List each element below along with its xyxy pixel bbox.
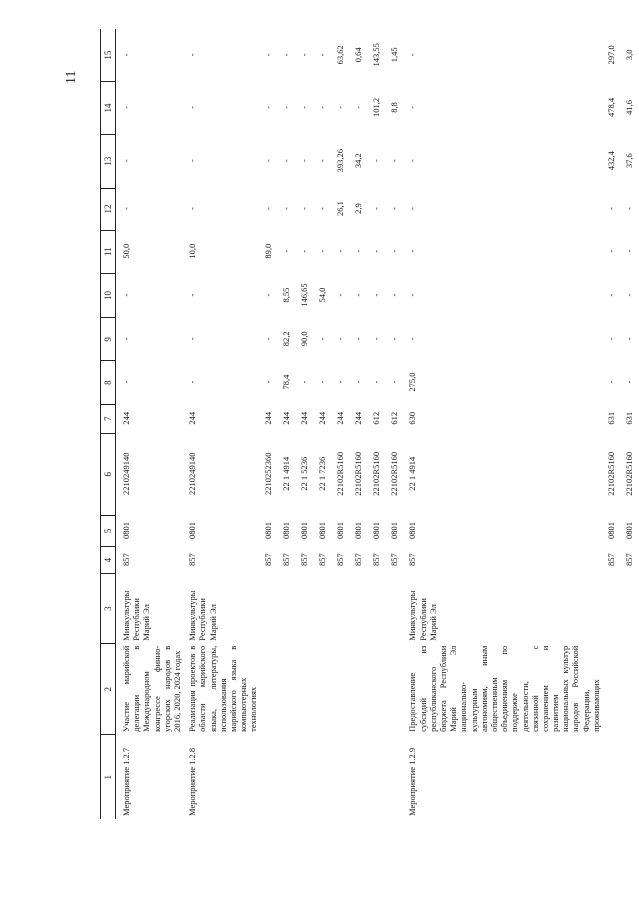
value-2016-cell: - — [335, 293, 346, 297]
rzpr-cell: 0801 — [121, 521, 131, 539]
value-2016-cell: - — [389, 293, 400, 297]
value-2014-cell: - — [335, 380, 346, 384]
table-row — [116, 29, 183, 819]
value-2019-cell: - — [371, 159, 382, 163]
value-2014-cell: - — [187, 380, 198, 384]
value-2017-cell: - — [335, 249, 346, 253]
column-header: 9 — [101, 318, 116, 361]
value-2014-cell: - — [624, 380, 634, 384]
value-2018-cell: - — [606, 207, 616, 210]
value-2014-cell: - — [371, 380, 382, 384]
value-2014-cell: 78,4 — [281, 374, 292, 390]
value-2016-cell: - — [624, 293, 634, 297]
value-2016-cell: - — [263, 293, 274, 297]
table-body — [116, 29, 638, 819]
vr-cell: 244 — [299, 411, 310, 425]
table-row — [294, 29, 312, 819]
value-2014-cell: - — [263, 380, 274, 384]
value-2018-cell: 26,1 — [335, 201, 346, 216]
column-header: 11 — [101, 230, 116, 273]
table-row — [276, 29, 294, 819]
event-name-cell — [294, 735, 312, 819]
value-2021-cell: 143,55 — [371, 43, 382, 67]
value-2021-cell: - — [263, 53, 274, 57]
event-name-cell: Мероприятие 1.2.7 — [121, 747, 131, 816]
description-cell — [619, 644, 637, 735]
value-2017-cell: - — [281, 249, 292, 253]
rzpr-cell: 0801 — [389, 521, 400, 539]
value-2018-cell: - — [407, 207, 418, 210]
value-2021-cell: 1,45 — [389, 47, 400, 63]
event-name-cell — [619, 735, 637, 819]
event-name-cell — [276, 735, 294, 819]
table-row — [402, 29, 601, 819]
executor-cell — [384, 574, 402, 644]
description-cell — [384, 644, 402, 735]
grbs-cell: 857 — [606, 553, 616, 567]
column-header: 2 — [101, 644, 116, 735]
rzpr-cell: 0801 — [299, 521, 310, 539]
value-2018-cell: - — [121, 207, 131, 210]
event-name-cell — [330, 735, 348, 819]
vr-cell: 244 — [281, 411, 292, 425]
value-2018-cell: - — [299, 207, 310, 210]
value-2021-cell: 3,0 — [624, 49, 634, 61]
rzpr-cell: 0801 — [371, 521, 382, 539]
value-2020-cell: - — [187, 106, 198, 109]
table-row — [312, 29, 330, 819]
executor-cell: Минкультуры Республики Марий Эл — [187, 590, 218, 641]
value-2020-cell: - — [317, 106, 328, 109]
value-2014-cell: - — [353, 380, 364, 384]
vr-cell: 244 — [353, 411, 364, 425]
table-row — [258, 29, 276, 819]
value-2015-cell: 82,2 — [281, 331, 292, 347]
rzpr-cell: 0801 — [335, 521, 346, 539]
grbs-cell: 857 — [407, 553, 418, 567]
table-row — [619, 29, 637, 819]
value-2019-cell: - — [317, 159, 328, 163]
value-2020-cell: - — [263, 106, 274, 109]
vr-cell: 612 — [389, 411, 400, 425]
value-2018-cell: - — [317, 207, 328, 210]
executor-cell — [348, 574, 366, 644]
value-2016-cell: - — [407, 293, 418, 297]
value-2018-cell: - — [187, 207, 198, 210]
event-name-cell: Мероприятие 1.2.8 — [187, 747, 198, 816]
value-2020-cell: 8,8 — [389, 102, 400, 113]
csr-cell: 22102R5160 — [606, 451, 616, 496]
value-2020-cell: - — [121, 106, 131, 109]
column-header: 1 — [101, 735, 116, 819]
description-cell — [312, 644, 330, 735]
description-cell: Реализация проектов в области марийского языка, литературы, использования марийского языка в компьютерных технологиях — [187, 645, 259, 732]
value-2020-cell: 101,2 — [371, 97, 382, 118]
grbs-cell: 857 — [263, 553, 274, 567]
csr-cell: 22 1 5236 — [299, 456, 310, 491]
value-2019-cell: 34,2 — [353, 153, 364, 169]
vr-cell: 631 — [606, 411, 616, 425]
table-row — [366, 29, 384, 819]
event-name-cell — [384, 735, 402, 819]
value-2020-cell: - — [353, 106, 364, 109]
event-name-cell — [258, 735, 276, 819]
value-2018-cell: 2,9 — [353, 203, 364, 214]
column-header: 5 — [101, 515, 116, 547]
value-2017-cell: 89,0 — [263, 243, 274, 259]
executor-cell — [330, 574, 348, 644]
executor-cell: Минкультуры Республики Марий Эл — [407, 590, 438, 641]
csr-cell: 2210249140 — [121, 452, 131, 496]
grbs-cell: 857 — [317, 553, 328, 567]
executor-cell — [366, 574, 384, 644]
value-2018-cell: - — [389, 207, 400, 210]
rzpr-cell: 0801 — [407, 521, 418, 539]
column-header: 7 — [101, 404, 116, 433]
description-cell — [366, 644, 384, 735]
value-2014-cell: - — [317, 380, 328, 384]
grbs-cell: 857 — [389, 553, 400, 567]
event-name-cell — [366, 735, 384, 819]
value-2016-cell: 146,65 — [299, 283, 310, 307]
vr-cell: 612 — [371, 411, 382, 425]
executor-cell — [276, 574, 294, 644]
value-2015-cell: - — [353, 337, 364, 341]
value-2021-cell: - — [121, 53, 131, 57]
value-2019-cell: 37,6 — [624, 153, 634, 169]
value-2020-cell: - — [407, 106, 418, 109]
description-cell — [276, 644, 294, 735]
description-cell — [294, 644, 312, 735]
description-cell: Участие марийской делегации в Международном конгрессе финно-угорских народов в 2016, 2020, 2024 годах — [121, 645, 182, 732]
program-table — [100, 29, 637, 819]
csr-cell: 22 1 4914 — [281, 456, 292, 491]
value-2017-cell: - — [371, 249, 382, 253]
value-2015-cell: - — [624, 337, 634, 341]
event-name-cell — [601, 735, 619, 819]
rzpr-cell: 0801 — [281, 521, 292, 539]
csr-cell: 22102R5160 — [353, 451, 364, 496]
executor-cell — [619, 574, 637, 644]
executor-cell — [294, 574, 312, 644]
value-2017-cell: - — [606, 249, 616, 253]
page-number: 11 — [64, 70, 79, 84]
description-cell — [330, 644, 348, 735]
column-header: 13 — [101, 134, 116, 188]
table-row — [384, 29, 402, 819]
value-2018-cell: - — [624, 207, 634, 210]
value-2016-cell: - — [371, 293, 382, 297]
value-2020-cell: 478,4 — [606, 97, 616, 118]
executor-cell — [601, 574, 619, 644]
value-2014-cell: - — [299, 380, 310, 384]
table-row — [348, 29, 366, 819]
value-2015-cell: - — [407, 337, 418, 341]
value-2018-cell: - — [281, 207, 292, 210]
rzpr-cell: 0801 — [317, 521, 328, 539]
grbs-cell: 857 — [281, 553, 292, 567]
executor-cell — [312, 574, 330, 644]
value-2021-cell: 63,62 — [335, 45, 346, 65]
rzpr-cell: 0801 — [187, 521, 198, 539]
vr-cell: 244 — [121, 411, 131, 425]
value-2021-cell: - — [187, 53, 198, 57]
value-2021-cell: - — [407, 53, 418, 57]
event-name-cell — [348, 735, 366, 819]
vr-cell: 244 — [335, 411, 346, 425]
table-row — [182, 29, 258, 819]
value-2014-cell: - — [606, 380, 616, 384]
csr-cell: 22102R5160 — [371, 451, 382, 496]
value-2019-cell: 432,4 — [606, 151, 616, 171]
event-name-cell — [312, 735, 330, 819]
value-2014-cell: 275,0 — [407, 372, 418, 392]
table-row — [601, 29, 619, 819]
value-2017-cell: - — [353, 249, 364, 253]
value-2019-cell: - — [187, 159, 198, 163]
column-number-row — [101, 29, 116, 819]
value-2019-cell: - — [389, 159, 400, 163]
csr-cell: 22 1 4914 — [407, 456, 418, 491]
value-2015-cell: - — [263, 337, 274, 341]
value-2016-cell: - — [187, 293, 198, 297]
column-header: 12 — [101, 188, 116, 230]
value-2017-cell: - — [317, 249, 328, 253]
column-header: 3 — [101, 574, 116, 644]
value-2017-cell: - — [389, 249, 400, 253]
value-2018-cell: - — [263, 207, 274, 210]
value-2021-cell: - — [281, 53, 292, 57]
value-2019-cell: - — [299, 159, 310, 163]
value-2016-cell: 8,55 — [281, 287, 292, 303]
value-2016-cell: - — [121, 293, 131, 297]
column-header: 14 — [101, 82, 116, 135]
value-2014-cell: - — [389, 380, 400, 384]
value-2017-cell: - — [624, 249, 634, 253]
value-2015-cell: - — [389, 337, 400, 341]
vr-cell: 630 — [407, 411, 418, 425]
value-2015-cell: - — [317, 337, 328, 341]
vr-cell: 244 — [263, 411, 274, 425]
executor-cell: Минкультуры Республики Марий Эл — [121, 590, 152, 641]
value-2021-cell: - — [317, 53, 328, 57]
executor-cell — [258, 574, 276, 644]
value-2015-cell: - — [335, 337, 346, 341]
description-cell — [348, 644, 366, 735]
value-2018-cell: - — [371, 207, 382, 210]
value-2016-cell: - — [353, 293, 364, 297]
value-2014-cell: - — [121, 380, 131, 384]
rzpr-cell: 0801 — [606, 521, 616, 539]
description-cell — [258, 644, 276, 735]
value-2020-cell: - — [281, 106, 292, 109]
vr-cell: 244 — [187, 411, 198, 425]
value-2020-cell: - — [335, 106, 346, 109]
value-2017-cell: 50,0 — [121, 243, 131, 259]
csr-cell: 22102R5160 — [624, 451, 634, 496]
value-2019-cell: - — [407, 159, 418, 163]
csr-cell: 22 1 7236 — [317, 456, 328, 491]
description-cell — [601, 644, 619, 735]
grbs-cell: 857 — [299, 553, 310, 567]
vr-cell: 631 — [624, 411, 634, 425]
value-2021-cell: 0,64 — [353, 47, 364, 63]
grbs-cell: 857 — [624, 553, 634, 567]
value-2021-cell: 297,0 — [606, 45, 616, 65]
value-2015-cell: 90,0 — [299, 331, 310, 347]
value-2015-cell: - — [371, 337, 382, 341]
value-2015-cell: - — [606, 337, 616, 341]
grbs-cell: 857 — [335, 553, 346, 567]
column-header: 15 — [101, 29, 116, 82]
vr-cell: 244 — [317, 411, 328, 425]
csr-cell: 22102R5160 — [389, 451, 400, 496]
value-2019-cell: - — [281, 159, 292, 163]
value-2019-cell: - — [121, 159, 131, 163]
column-header: 6 — [101, 433, 116, 515]
value-2015-cell: - — [121, 337, 131, 341]
grbs-cell: 857 — [121, 553, 131, 567]
value-2016-cell: - — [606, 293, 616, 297]
value-2017-cell: 10,0 — [187, 243, 198, 259]
value-2017-cell: - — [407, 249, 418, 253]
description-cell: Предоставление субсидий из республиканского бюджета Республики Марий Эл национально-культурным автономиям, иным общественным объединениям по поддержке деятельности, связанной с сохранением и развитием национальных культур народов Российской Федерации, проживающих — [407, 645, 601, 732]
value-2019-cell: - — [263, 159, 274, 163]
value-2020-cell: - — [299, 106, 310, 109]
grbs-cell: 857 — [187, 553, 198, 567]
value-2019-cell: 393,26 — [335, 148, 346, 173]
column-header: 8 — [101, 361, 116, 404]
value-2017-cell: - — [299, 249, 310, 253]
grbs-cell: 857 — [353, 553, 364, 567]
csr-cell: 22102R5160 — [335, 451, 346, 496]
csr-cell: 2210252360 — [263, 452, 274, 496]
event-name-cell: Мероприятие 1.2.9 — [407, 747, 418, 816]
column-header: 10 — [101, 273, 116, 317]
rzpr-cell: 0801 — [624, 521, 634, 539]
column-header: 4 — [101, 547, 116, 574]
value-2020-cell: 41,6 — [624, 100, 634, 115]
rzpr-cell: 0801 — [263, 521, 274, 539]
table-row — [330, 29, 348, 819]
value-2015-cell: - — [187, 337, 198, 341]
value-2016-cell: 54,0 — [317, 287, 328, 303]
grbs-cell: 857 — [371, 553, 382, 567]
rzpr-cell: 0801 — [353, 521, 364, 539]
value-2021-cell: - — [299, 53, 310, 57]
csr-cell: 2210249140 — [187, 452, 198, 496]
